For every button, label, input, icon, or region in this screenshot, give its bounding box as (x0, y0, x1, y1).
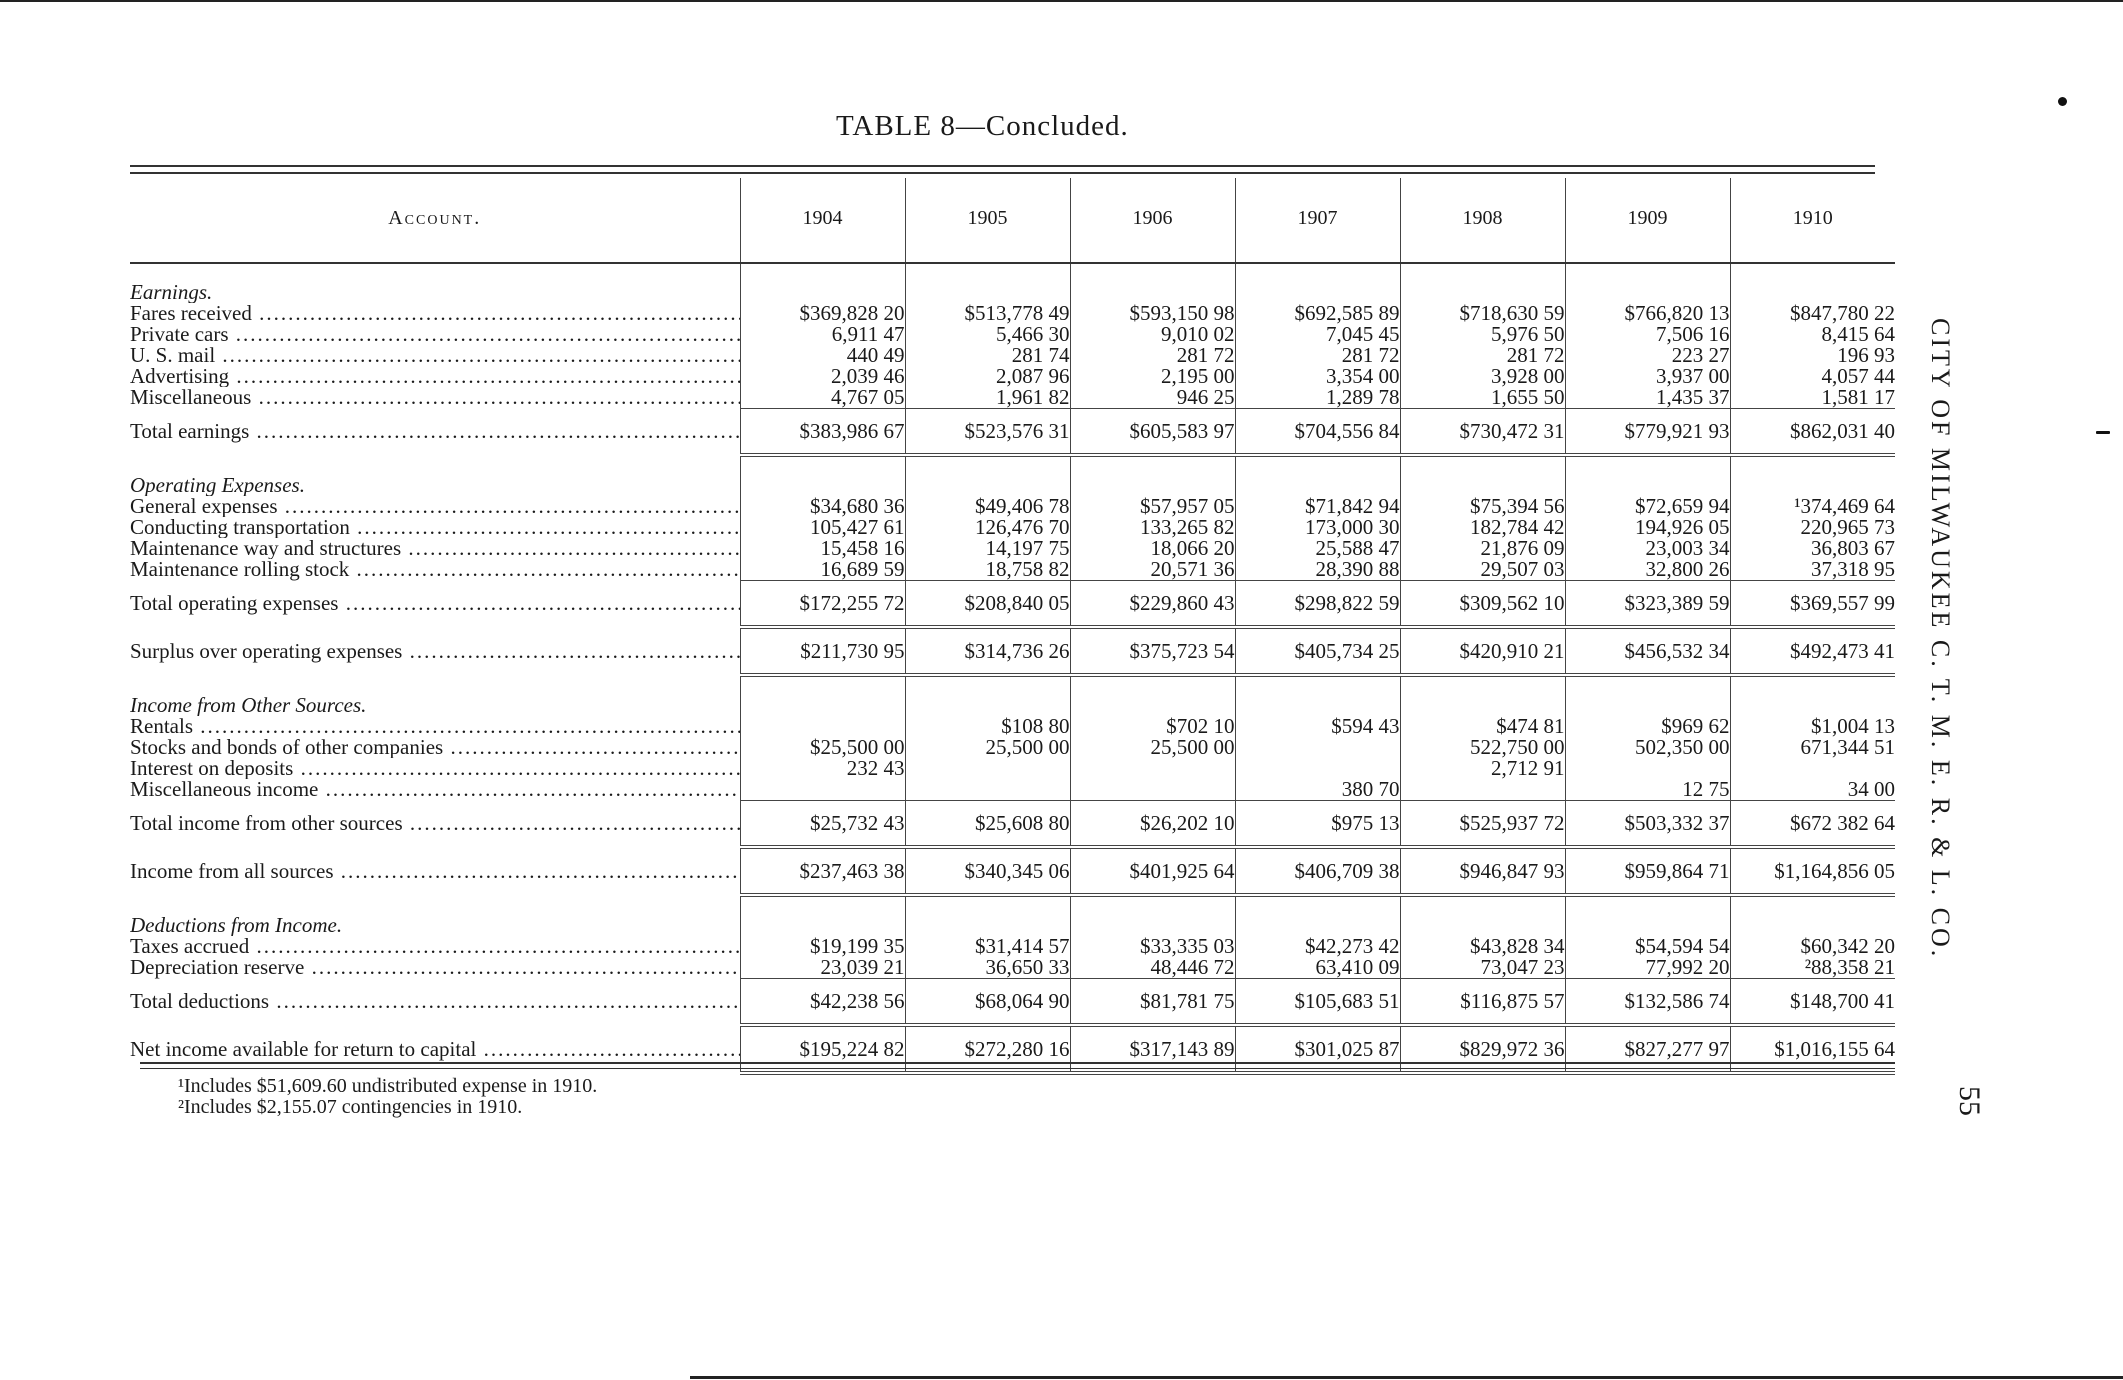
total-cell: $272,280 16 (905, 1025, 1070, 1073)
table-cell (905, 779, 1070, 801)
table-cell: 32,800 26 (1565, 559, 1730, 581)
ink-mark (2096, 431, 2110, 434)
total-cell: $405,734 25 (1235, 627, 1400, 675)
total-cell: $42,238 56 (740, 979, 905, 1026)
table-cell: 671,344 51 (1730, 737, 1895, 758)
total-cell: $862,031 40 (1730, 409, 1895, 456)
table-cell: 73,047 23 (1400, 957, 1565, 979)
total-cell: $116,875 57 (1400, 979, 1565, 1026)
table-cell: $34,680 36 (740, 496, 905, 517)
table-cell (1235, 758, 1400, 779)
header-row (130, 178, 1895, 258)
total-cell: $148,700 41 (1730, 979, 1895, 1026)
table-cell (740, 716, 905, 737)
table-cell: 1,655 50 (1400, 387, 1565, 409)
table-cell: 63,410 09 (1235, 957, 1400, 979)
table-row (130, 779, 1895, 801)
table-cell: 29,507 03 (1400, 559, 1565, 581)
total-cell: $172,255 72 (740, 581, 905, 628)
total-label: Total earnings ..... (130, 409, 740, 456)
table-cell: 105,427 61 (740, 517, 905, 538)
row-label: Maintenance rolling stock ..... (130, 559, 740, 581)
table-cell: 15,458 16 (740, 538, 905, 559)
table-cell: 5,976 50 (1400, 324, 1565, 345)
table-cell: 23,039 21 (740, 957, 905, 979)
table-cell: $75,394 56 (1400, 496, 1565, 517)
table-cell (740, 779, 905, 801)
total-cell: $946,847 93 (1400, 847, 1565, 895)
total-cell: $503,332 37 (1565, 801, 1730, 848)
table-row (130, 517, 1895, 538)
total-cell: $829,972 36 (1400, 1025, 1565, 1073)
table-cell: 1,581 17 (1730, 387, 1895, 409)
total-cell: $68,064 90 (905, 979, 1070, 1026)
other-income-heading: Income from Other Sources. (130, 695, 367, 716)
table-cell: 14,197 75 (905, 538, 1070, 559)
table-cell (1235, 737, 1400, 758)
row-label: Conducting transportation ..... (130, 517, 740, 538)
row-label: Interest on deposits ..... (130, 758, 740, 779)
title-rule-bottom (130, 172, 1875, 174)
total-cell: $704,556 84 (1235, 409, 1400, 456)
total-cell: $317,143 89 (1070, 1025, 1235, 1073)
row-label: Rentals ..... (130, 716, 740, 737)
table-cell: 8,415 64 (1730, 324, 1895, 345)
table-cell: 946 25 (1070, 387, 1235, 409)
table-cell: 36,650 33 (905, 957, 1070, 979)
row-label: Miscellaneous income ..... (130, 779, 740, 801)
table-cell: $766,820 13 (1565, 303, 1730, 324)
total-cell: $523,576 31 (905, 409, 1070, 456)
table-cell: 18,758 82 (905, 559, 1070, 581)
row-label: General expenses ..... (130, 496, 740, 517)
table-row (130, 303, 1895, 324)
table-cell: 23,003 34 (1565, 538, 1730, 559)
table-row (130, 936, 1895, 957)
table-cell: 16,689 59 (740, 559, 905, 581)
table-cell: $593,150 98 (1070, 303, 1235, 324)
total-cell: $301,025 87 (1235, 1025, 1400, 1073)
table-row (130, 957, 1895, 979)
table-cell: $513,778 49 (905, 303, 1070, 324)
table-cell (1730, 758, 1895, 779)
table-cell: $702 10 (1070, 716, 1235, 737)
row-label: Advertising ..... (130, 366, 740, 387)
table-title: TABLE 8—Concluded. (836, 110, 1129, 142)
table-cell: $31,414 57 (905, 936, 1070, 957)
table-cell: 7,506 16 (1565, 324, 1730, 345)
total-cell: $779,921 93 (1565, 409, 1730, 456)
total-cell: $406,709 38 (1235, 847, 1400, 895)
table-cell: $474 81 (1400, 716, 1565, 737)
year-header-1908: 1908 (1400, 178, 1565, 258)
section-heading-row (130, 475, 1895, 496)
total-cell: $420,910 21 (1400, 627, 1565, 675)
footnote-2: ²Includes $2,155.07 contingencies in 1910. (178, 1096, 523, 1118)
earnings-heading: Earnings. (130, 282, 213, 303)
total-row (130, 801, 1895, 848)
page-number: 55 (1953, 1086, 1986, 1116)
table-row (130, 324, 1895, 345)
table-cell: 126,476 70 (905, 517, 1070, 538)
table-cell: 440 49 (740, 345, 905, 366)
total-cell: $492,473 41 (1730, 627, 1895, 675)
table-row (130, 737, 1895, 758)
table-cell: $33,335 03 (1070, 936, 1235, 957)
total-row (130, 979, 1895, 1026)
table-cell: 37,318 95 (1730, 559, 1895, 581)
total-cell: $25,608 80 (905, 801, 1070, 848)
total-cell: $309,562 10 (1400, 581, 1565, 628)
financial-table (130, 178, 1895, 1075)
table-row (130, 366, 1895, 387)
surplus-label: Surplus over operating expenses ..... (130, 627, 740, 675)
account-header: Account. (388, 206, 482, 229)
table-cell: $969 62 (1565, 716, 1730, 737)
table-cell: 7,045 45 (1235, 324, 1400, 345)
table-cell: 133,265 82 (1070, 517, 1235, 538)
total-cell: $298,822 59 (1235, 581, 1400, 628)
table-cell: $692,585 89 (1235, 303, 1400, 324)
row-label: Depreciation reserve ..... (130, 957, 740, 979)
footnotes (178, 1076, 597, 1118)
total-cell: $237,463 38 (740, 847, 905, 895)
row-label: Stocks and bonds of other companies ..... (130, 737, 740, 758)
row-label: U. S. mail ..... (130, 345, 740, 366)
table-cell: 25,500 00 (1070, 737, 1235, 758)
total-cell: $1,016,155 64 (1730, 1025, 1895, 1073)
total-cell: $959,864 71 (1565, 847, 1730, 895)
table-cell: 2,712 91 (1400, 758, 1565, 779)
total-cell: $605,583 97 (1070, 409, 1235, 456)
table-cell: 3,937 00 (1565, 366, 1730, 387)
table-cell: $369,828 20 (740, 303, 905, 324)
table-cell: $49,406 78 (905, 496, 1070, 517)
table-row (130, 559, 1895, 581)
table-cell: 28,390 88 (1235, 559, 1400, 581)
total-cell: $105,683 51 (1235, 979, 1400, 1026)
total-label: Total deductions ..... (130, 979, 740, 1026)
table-cell: 18,066 20 (1070, 538, 1235, 559)
table-cell: 3,928 00 (1400, 366, 1565, 387)
table-cell: 281 74 (905, 345, 1070, 366)
table-cell: $57,957 05 (1070, 496, 1235, 517)
table-cell: 281 72 (1235, 345, 1400, 366)
table-cell: 2,195 00 (1070, 366, 1235, 387)
table-cell: 6,911 47 (740, 324, 905, 345)
table-cell: 77,992 20 (1565, 957, 1730, 979)
row-label: Taxes accrued ..... (130, 936, 740, 957)
total-row (130, 627, 1895, 675)
table-cell: 5,466 30 (905, 324, 1070, 345)
total-cell: $456,532 34 (1565, 627, 1730, 675)
table-cell: 220,965 73 (1730, 517, 1895, 538)
table-cell: 48,446 72 (1070, 957, 1235, 979)
table-cell: 2,039 46 (740, 366, 905, 387)
total-cell: $211,730 95 (740, 627, 905, 675)
table-cell (1400, 779, 1565, 801)
row-label: Maintenance way and structures ..... (130, 538, 740, 559)
total-cell: $827,277 97 (1565, 1025, 1730, 1073)
net-income-label: Net income available for return to capital ..... (130, 1025, 740, 1073)
table-cell: 194,926 05 (1565, 517, 1730, 538)
table-cell: 502,350 00 (1565, 737, 1730, 758)
table-row (130, 345, 1895, 366)
year-header-1909: 1909 (1565, 178, 1730, 258)
table-cell: 1,289 78 (1235, 387, 1400, 409)
total-row (130, 847, 1895, 895)
table-cell: 9,010 02 (1070, 324, 1235, 345)
total-cell: $340,345 06 (905, 847, 1070, 895)
title-rule-top (130, 165, 1875, 167)
table-cell: $594 43 (1235, 716, 1400, 737)
table-row (130, 758, 1895, 779)
total-cell: $314,736 26 (905, 627, 1070, 675)
table-cell (905, 758, 1070, 779)
year-header-1904: 1904 (740, 178, 905, 258)
table-cell (1070, 758, 1235, 779)
table-cell: $42,273 42 (1235, 936, 1400, 957)
table-cell: 173,000 30 (1235, 517, 1400, 538)
operating-heading: Operating Expenses. (130, 475, 305, 496)
table-cell: 3,354 00 (1235, 366, 1400, 387)
table-row (130, 387, 1895, 409)
total-cell: $730,472 31 (1400, 409, 1565, 456)
year-header-1907: 1907 (1235, 178, 1400, 258)
table-row (130, 496, 1895, 517)
total-cell: $1,164,856 05 (1730, 847, 1895, 895)
table-cell: $108 80 (905, 716, 1070, 737)
total-row (130, 409, 1895, 456)
table-cell: ¹374,469 64 (1730, 496, 1895, 517)
table-cell: $25,500 00 (740, 737, 905, 758)
table-cell: 182,784 42 (1400, 517, 1565, 538)
table-cell: $60,342 20 (1730, 936, 1895, 957)
total-cell: $323,389 59 (1565, 581, 1730, 628)
table-cell: 1,435 37 (1565, 387, 1730, 409)
total-cell: $195,224 82 (740, 1025, 905, 1073)
section-heading-row (130, 695, 1895, 716)
table-cell: 36,803 67 (1730, 538, 1895, 559)
total-cell: $229,860 43 (1070, 581, 1235, 628)
table-rule-bottom (140, 1062, 1895, 1064)
top-edge-line (0, 0, 2123, 2)
total-cell: $401,925 64 (1070, 847, 1235, 895)
table-cell: 522,750 00 (1400, 737, 1565, 758)
year-header-1905: 1905 (905, 178, 1070, 258)
section-heading-row (130, 915, 1895, 936)
all-sources-label: Income from all sources ..... (130, 847, 740, 895)
total-cell: $81,781 75 (1070, 979, 1235, 1026)
table-cell: 34 00 (1730, 779, 1895, 801)
row-label: Private cars ..... (130, 324, 740, 345)
table-cell: 4,767 05 (740, 387, 905, 409)
bottom-edge-line (690, 1376, 2123, 1379)
table-row (130, 538, 1895, 559)
total-cell: $525,937 72 (1400, 801, 1565, 848)
total-label: Total income from other sources ..... (130, 801, 740, 848)
side-running-title: CITY OF MILWAUKEE C. T. M. E. R. & L. CO. (1926, 318, 1955, 960)
table-cell (1070, 779, 1235, 801)
table-cell: $847,780 22 (1730, 303, 1895, 324)
row-label: Miscellaneous ..... (130, 387, 740, 409)
table-cell: 25,588 47 (1235, 538, 1400, 559)
table-cell: $54,594 54 (1565, 936, 1730, 957)
table-cell: $1,004 13 (1730, 716, 1895, 737)
table-cell: 21,876 09 (1400, 538, 1565, 559)
total-cell: $383,986 67 (740, 409, 905, 456)
total-cell: $25,732 43 (740, 801, 905, 848)
table-cell: $43,828 34 (1400, 936, 1565, 957)
table-cell: 4,057 44 (1730, 366, 1895, 387)
net-income-row (130, 1025, 1895, 1073)
footnote-1: ¹Includes $51,609.60 undistributed expense in 1910. (178, 1075, 598, 1097)
total-cell: $26,202 10 (1070, 801, 1235, 848)
table-cell: 380 70 (1235, 779, 1400, 801)
table-cell: 12 75 (1565, 779, 1730, 801)
table-cell: ²88,358 21 (1730, 957, 1895, 979)
table-cell: 223 27 (1565, 345, 1730, 366)
table-rule-bottom-2 (140, 1068, 1895, 1069)
section-heading-row (130, 282, 1895, 303)
total-cell: $369,557 99 (1730, 581, 1895, 628)
ink-dot (2058, 97, 2067, 106)
year-header-1906: 1906 (1070, 178, 1235, 258)
table-cell: $72,659 94 (1565, 496, 1730, 517)
total-cell: $132,586 74 (1565, 979, 1730, 1026)
table-cell: 196 93 (1730, 345, 1895, 366)
total-cell: $208,840 05 (905, 581, 1070, 628)
table-cell: 20,571 36 (1070, 559, 1235, 581)
total-cell: $975 13 (1235, 801, 1400, 848)
total-cell: $375,723 54 (1070, 627, 1235, 675)
table-cell: $718,630 59 (1400, 303, 1565, 324)
table-cell: $19,199 35 (740, 936, 905, 957)
deductions-heading: Deductions from Income. (130, 915, 343, 936)
table-row (130, 716, 1895, 737)
total-label: Total operating expenses ..... (130, 581, 740, 628)
total-cell: $672 382 64 (1730, 801, 1895, 848)
row-label: Fares received ..... (130, 303, 740, 324)
table-cell: 25,500 00 (905, 737, 1070, 758)
table-cell: 281 72 (1400, 345, 1565, 366)
table-cell: 1,961 82 (905, 387, 1070, 409)
table-cell: 232 43 (740, 758, 905, 779)
table-cell (1565, 758, 1730, 779)
year-header-1910: 1910 (1730, 178, 1895, 258)
total-row (130, 581, 1895, 628)
table-cell: $71,842 94 (1235, 496, 1400, 517)
table-cell: 2,087 96 (905, 366, 1070, 387)
table-cell: 281 72 (1070, 345, 1235, 366)
